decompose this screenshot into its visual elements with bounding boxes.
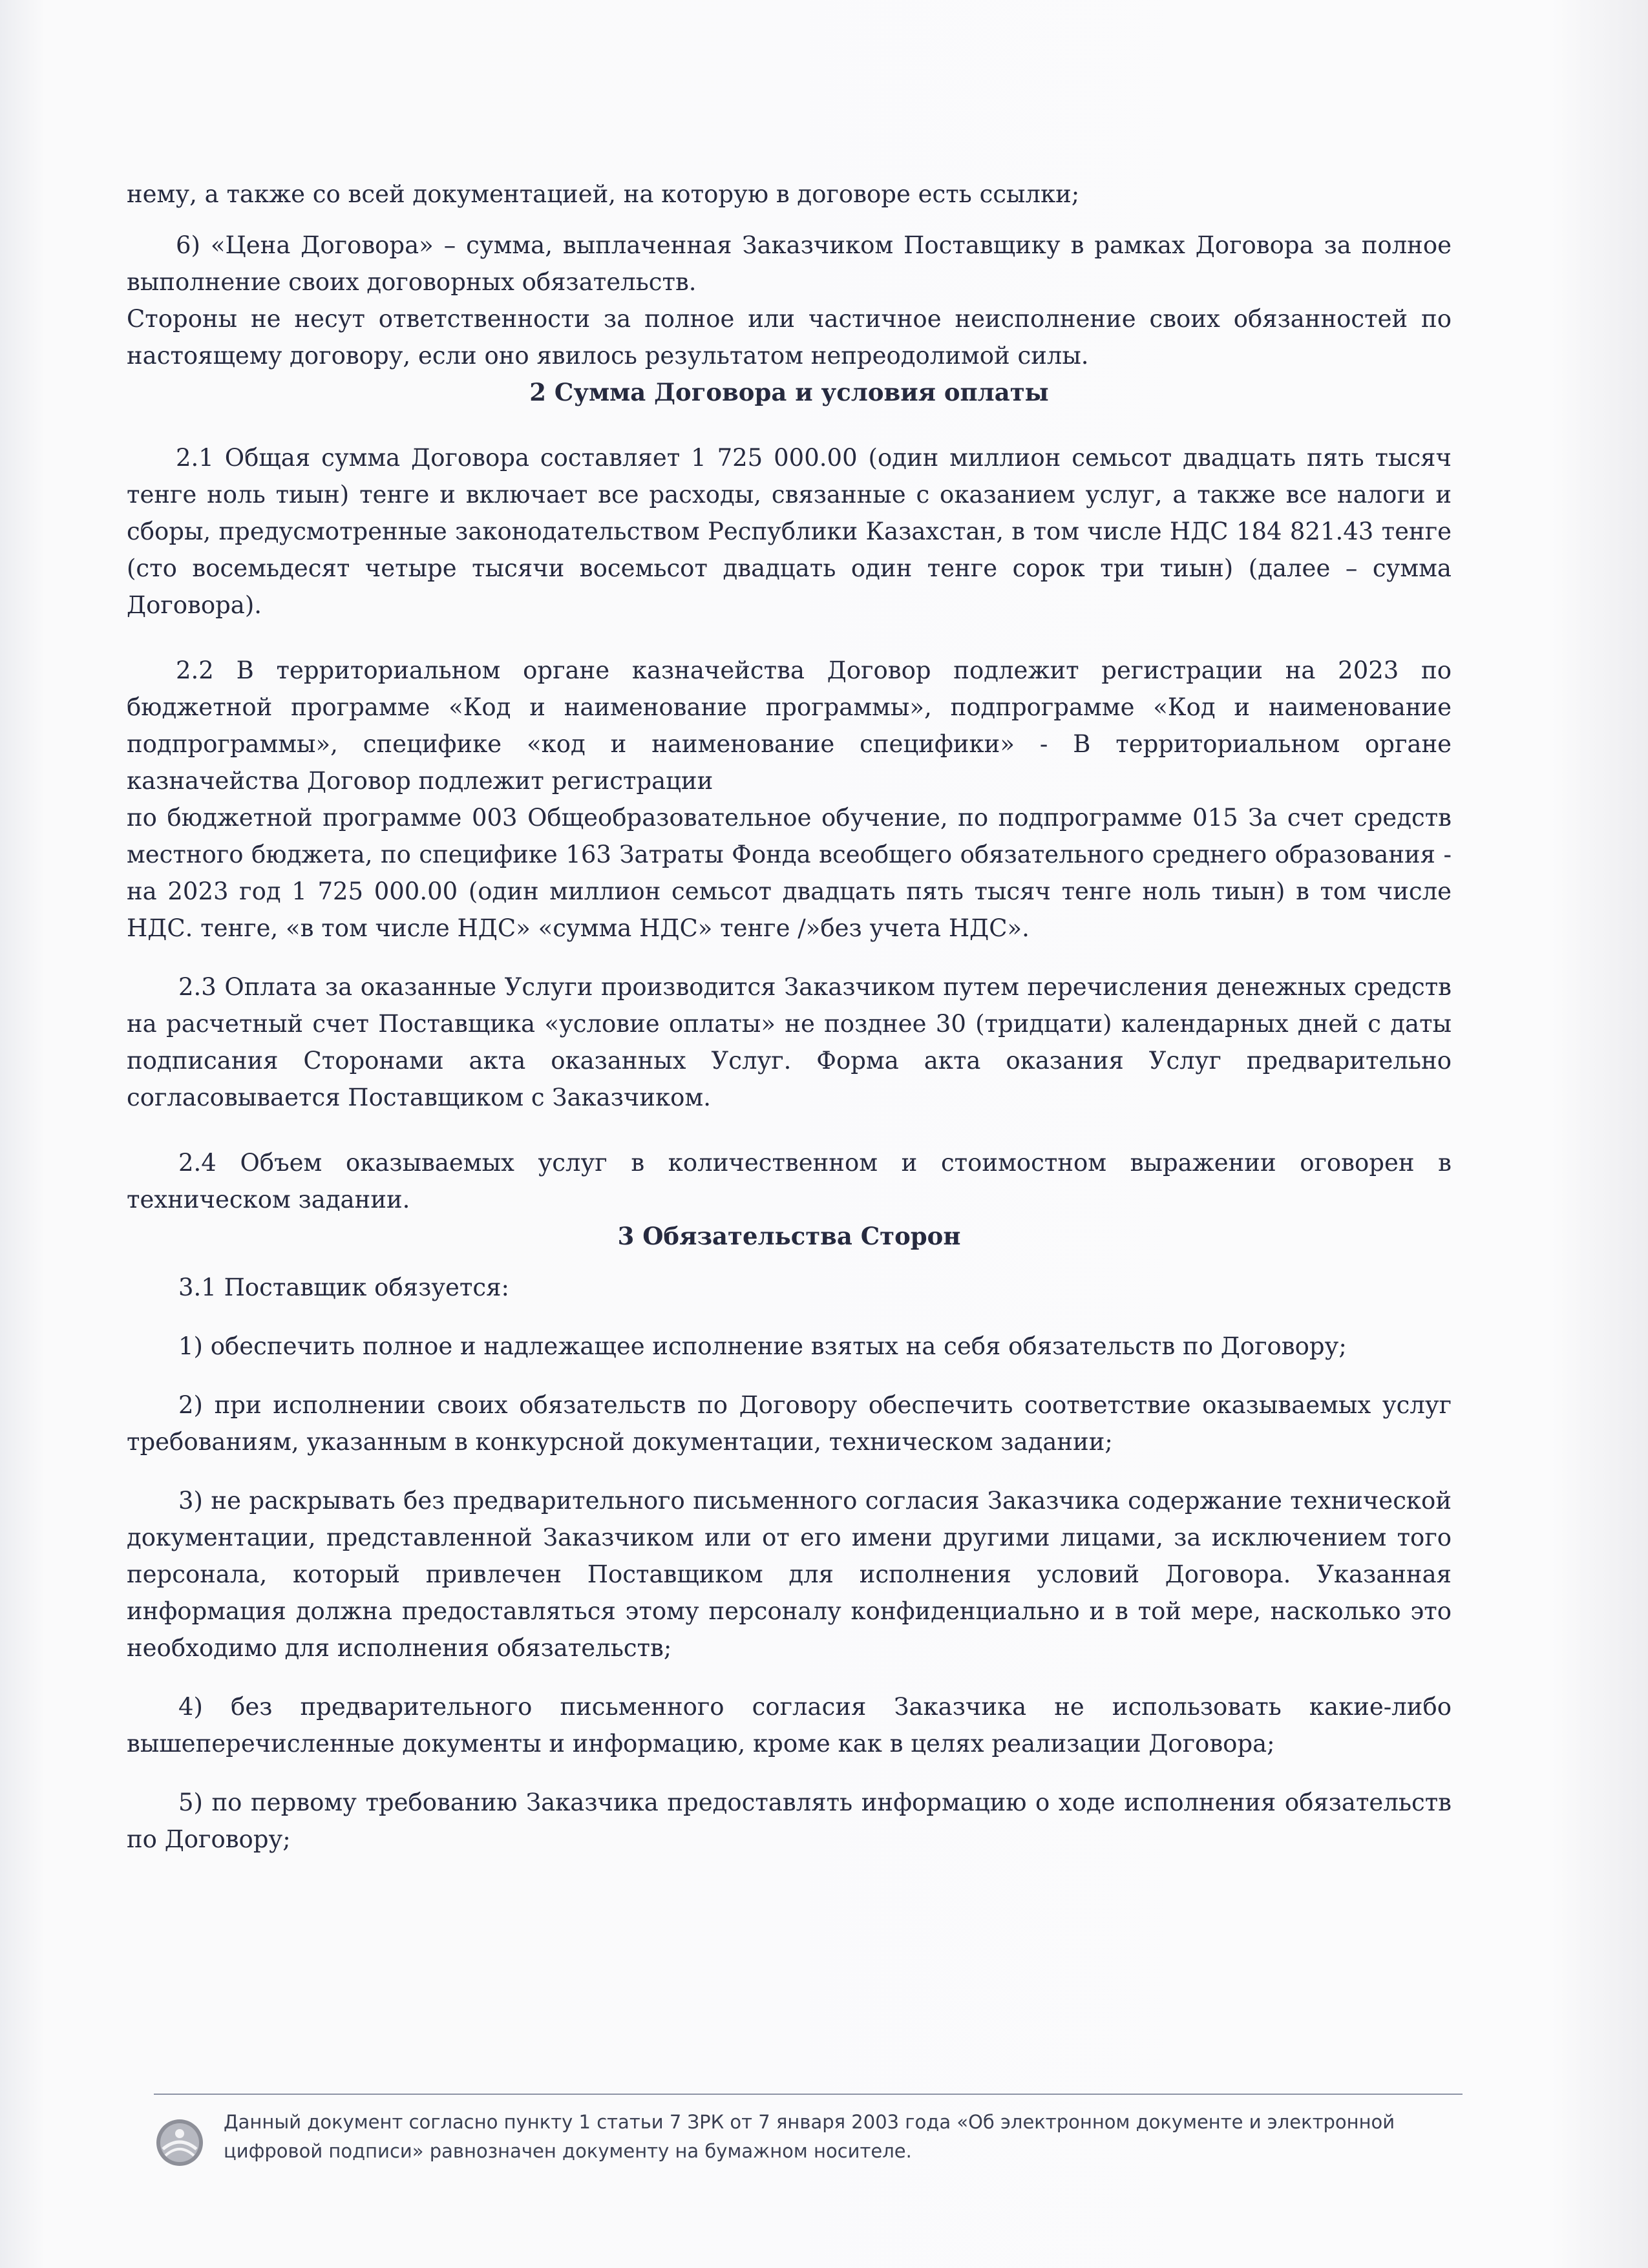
footer-divider [154, 2094, 1463, 2095]
paragraph-3-1-4: 4) без предварительного письменного согласия Заказчика не использовать какие-либо вышеперечисленные документы и информацию, кроме как в целях реализации Договора; [127, 1693, 1452, 1758]
paragraph-definition-6: 6) «Цена Договора» – сумма, выплаченная Заказчиком Поставщику в рамках Договора за полное выполнение своих договорных обязательств. [127, 231, 1452, 296]
contract-body [127, 176, 1452, 1858]
paragraph-2-2a: 2.2 В территориальном органе казначейства Договор подлежит регистрации на 2023 по бюджетной программе «Код и наименование программы», подпрограмме «Код и наименование подпрограммы», специфике «код и наименование специфики» - В территориальном органе казначейства Договор подлежит регистрации [127, 656, 1452, 795]
paragraph-2-2b: по бюджетной программе 003 Общеобразовательное обучение, по подпрограмме 015 За счет средств местного бюджета, по специфике 163 Затраты Фонда всеобщего обязательного среднего образования - на 2023 год 1 725 000.00 (один миллион семьсот двадцать пять тысяч тенге ноль тиын) в том числе НДС. тенге, «в том числе НДС» «сумма НДС» тенге /»без учета НДС». [127, 804, 1452, 942]
paragraph-intro-continuation: нему, а также со всей документацией, на которую в договоре есть ссылки; [127, 180, 1080, 208]
paragraph-3-1-3: 3) не раскрывать без предварительного письменного согласия Заказчика содержание технической документации, представленной Заказчиком или от его имени другими лицами, за исключением того персонала, который привлечен Поставщиком для исполнения условий Договора. Указанная информация должна предоставляться этому персоналу конфиденциально и в той мере, насколько это необходимо для исполнения обязательств; [127, 1487, 1452, 1662]
paragraph-2-1: 2.1 Общая сумма Договора составляет 1 725 000.00 (один миллион семьсот двадцать пять тысяч тенге ноль тиын) тенге и включает все расходы, связанные с оказанием услуг, а также все налоги и сборы, предусмотренные законодательством Республики Казахстан, в том числе НДС 184 821.43 тенге (сто восемьдесят четыре тысячи восемьсот двадцать один тенге сорок три тиын) (далее – сумма Договора). [127, 444, 1452, 619]
e-gov-seal-icon [154, 2117, 206, 2168]
paragraph-3-1-5: 5) по первому требованию Заказчика предоставлять информацию о ходе исполнения обязательств по Договору; [127, 1789, 1452, 1853]
paragraph-3-1: 3.1 Поставщик обязуется: [178, 1274, 509, 1301]
paragraph-2-3: 2.3 Оплата за оказанные Услуги производится Заказчиком путем перечисления денежных средств на расчетный счет Поставщика «условие оплаты» не позднее 30 (тридцати) календарных дней с даты подписания Сторонами акта оказанных Услуг. Форма акта оказания Услуг предварительно согласовывается Поставщиком с Заказчиком. [127, 973, 1452, 1111]
legal-notice: Данный документ согласно пункту 1 статьи 7 ЗРК от 7 января 2003 года «Об электронном документе и электронной цифровой подписи» равнозначен документу на бумажном носителе. [224, 2111, 1395, 2162]
footer [154, 2108, 1463, 2179]
paragraph-force-majeure: Стороны не несут ответственности за полное или частичное неисполнение своих обязанностей по настоящему договору, если оно явилось результатом непреодолимой силы. [127, 305, 1452, 370]
section-3-heading: 3 Обязательства Сторон [617, 1222, 961, 1250]
paragraph-3-1-2: 2) при исполнении своих обязательств по Договору обеспечить соответствие оказываемых услуг требованиям, указанным в конкурсной документации, техническом задании; [127, 1391, 1452, 1456]
paragraph-3-1-1: 1) обеспечить полное и надлежащее исполнение взятых на себя обязательств по Договору; [178, 1332, 1347, 1360]
section-2-heading: 2 Сумма Договора и условия оплаты [529, 378, 1049, 406]
paragraph-2-4: 2.4 Объем оказываемых услуг в количественном и стоимостном выражении оговорен в техническом задании. [127, 1149, 1452, 1213]
